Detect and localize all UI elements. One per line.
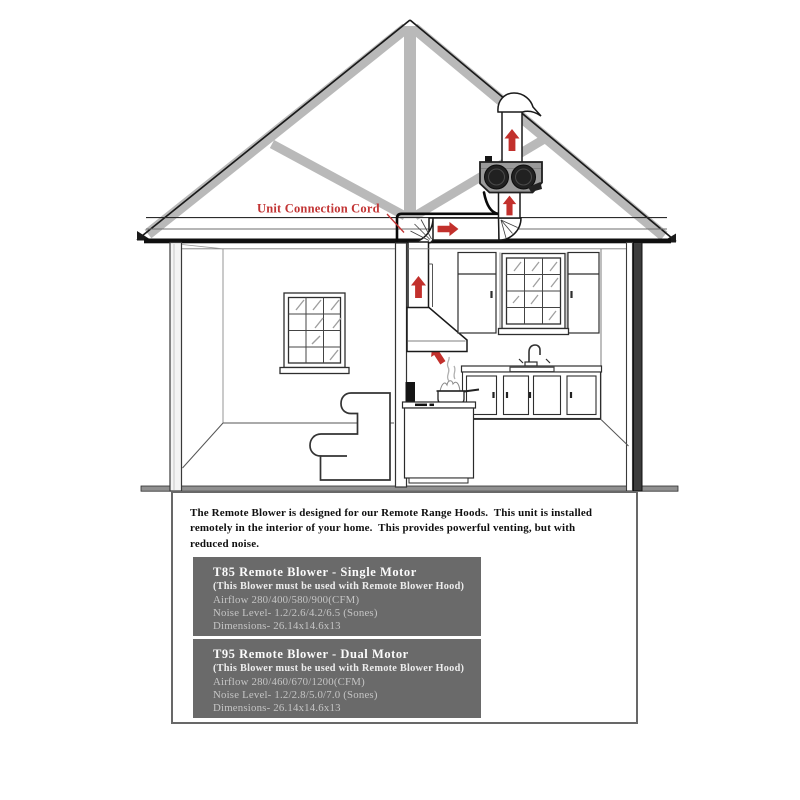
label-text: Unit Connection Cord [257, 201, 380, 216]
left-wall [170, 243, 182, 492]
description-line: reduced noise. [190, 537, 260, 550]
product-airflow: Airflow 280/460/670/1200(CFM) [213, 676, 365, 688]
remote-blower-unit [480, 156, 542, 193]
living-room-window [280, 293, 349, 374]
couch [310, 393, 390, 480]
description-text [190, 506, 635, 552]
steam [454, 366, 455, 379]
product-noise: Noise Level- 1.2/2.6/4.2/6.5 (Sones) [213, 606, 378, 619]
pot-contents [440, 381, 460, 391]
sink-counter [462, 345, 602, 372]
product-title: T95 Remote Blower - Dual Motor [213, 647, 409, 661]
product-card-t95 [193, 639, 481, 718]
product-note: (This Blower must be used with Remote Blower Hood) [213, 663, 465, 674]
kitchen [403, 249, 629, 483]
product-airflow: Airflow 280/400/580/900(CFM) [213, 594, 360, 606]
right-wall-inner [627, 243, 633, 492]
product-noise: Noise Level- 1.2/2.8/5.0/7.0 (Sones) [213, 688, 378, 701]
product-dimensions: Dimensions- 26.14x14.6x13 [213, 701, 341, 714]
product-dimensions: Dimensions- 26.14x14.6x13 [213, 619, 341, 632]
sink-basin [510, 367, 554, 372]
backsplash-panel [406, 382, 416, 403]
info-panel [171, 491, 638, 724]
product-card-t85 [193, 557, 481, 636]
description-line: remotely in the interior of your home. This provides powerful venting, but with [190, 522, 576, 535]
steam [447, 357, 449, 381]
window-sill [499, 329, 569, 335]
product-note: (This Blower must be used with Remote Blower Hood) [213, 581, 465, 592]
right-wall [634, 243, 643, 492]
window-sill [280, 368, 349, 374]
living-room [182, 245, 395, 481]
description-line: The Remote Blower is designed for our Remote Range Hoods. This unit is installed [190, 507, 593, 519]
product-title: T85 Remote Blower - Single Motor [213, 565, 417, 579]
lower-cabinets [463, 372, 601, 419]
roof-vent-cap [498, 93, 541, 116]
wall-duct [408, 242, 429, 308]
ceiling-joist [144, 218, 671, 244]
roof-truss [148, 26, 664, 236]
kitchen-window [499, 253, 569, 335]
